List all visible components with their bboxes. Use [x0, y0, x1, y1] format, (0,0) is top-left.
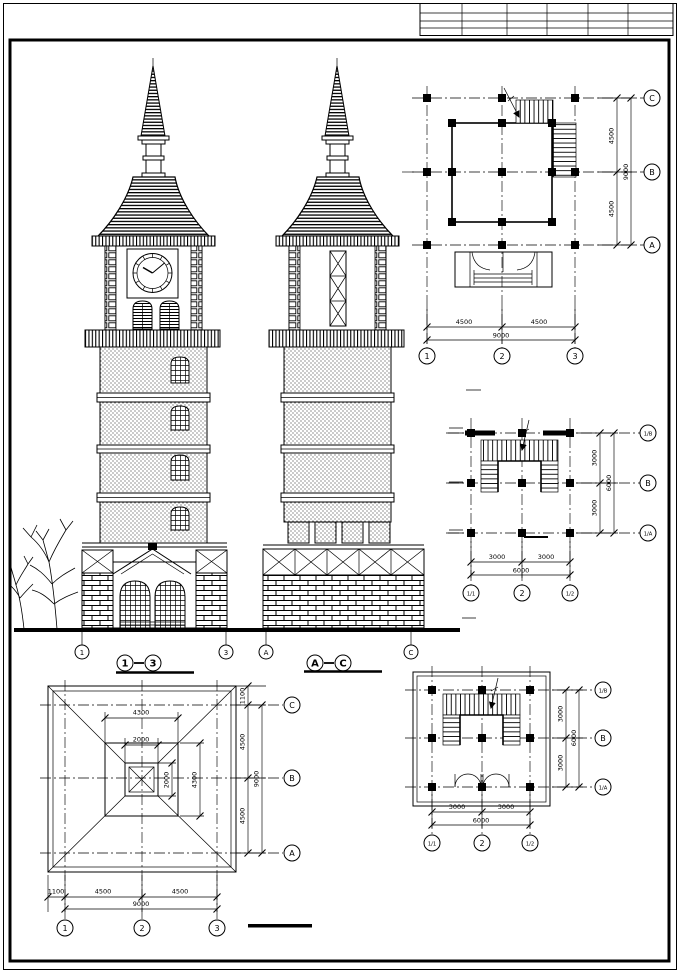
dim-text: 3000: [590, 499, 599, 517]
axis-label: 2: [139, 924, 145, 933]
dim-text: 3000: [537, 553, 555, 561]
dim-text: 3000: [556, 754, 565, 772]
axis-label: A: [649, 241, 655, 250]
dim-text: 1100: [238, 687, 247, 705]
title-underline: [248, 924, 312, 928]
dim-text: 4500: [607, 127, 616, 145]
brick-base: [263, 575, 424, 628]
dims-right: [598, 98, 635, 245]
spire: [141, 66, 165, 136]
axis-label: B: [600, 734, 606, 743]
roof-plan: [40, 680, 300, 936]
dims-bottom: [427, 306, 575, 344]
dim-text: 9000: [252, 770, 261, 788]
dim-text: 9000: [132, 900, 150, 908]
dims-bottom: [471, 541, 570, 578]
caption-to: C: [339, 658, 347, 670]
axis-label: 1/1: [466, 591, 476, 598]
pilaster: [288, 522, 309, 543]
dims-right: [236, 686, 266, 853]
clock-stage: [105, 246, 202, 330]
axis-label: C: [408, 649, 414, 657]
entrance-door-right: [155, 581, 185, 628]
axis-label: 1/B: [598, 688, 608, 695]
axis-label: 1: [62, 924, 68, 933]
dim-text: 4500: [171, 887, 189, 896]
axis-label: 1/A: [598, 785, 608, 792]
axis-label: 1: [424, 352, 430, 361]
axis-label: 2: [499, 352, 505, 361]
axis-label: 1/2: [565, 591, 575, 598]
dim-text: 4500: [238, 807, 247, 825]
dim-text: 4500: [94, 887, 112, 896]
front-elevation: [11, 58, 227, 629]
stair: [504, 88, 576, 177]
dim-text: 3000: [556, 705, 565, 723]
axis-label: C: [289, 701, 295, 710]
tower-shaft: [281, 347, 394, 543]
caption-from: A: [311, 658, 319, 670]
entrance-porch: [455, 252, 552, 287]
pilaster: [342, 522, 363, 543]
shaft-window-4: [171, 507, 189, 530]
axis-label: 2: [519, 589, 525, 598]
first-floor-plan: [402, 86, 660, 364]
dim-text: 4500: [530, 318, 548, 326]
shaft-window-1: [171, 357, 189, 383]
cornice-band: [269, 330, 404, 347]
columns: [423, 94, 579, 249]
caption-to: 3: [149, 658, 157, 670]
axis-label: 1/B: [643, 431, 653, 438]
dim-text: 4300: [190, 771, 199, 789]
middle-floor-plan: [446, 418, 656, 601]
brick-wall-left: [82, 573, 113, 628]
roof-eaves-band: [92, 236, 215, 246]
dim-text: 9000: [492, 331, 510, 340]
front-elevation-caption: [116, 655, 194, 673]
axis-label: 1/2: [525, 841, 535, 848]
shaft-window-3: [171, 455, 189, 480]
title-block-table: [420, 4, 673, 36]
axis-label: 1/A: [643, 531, 653, 538]
axis-label: 2: [479, 839, 485, 848]
base-pavilion: [82, 543, 227, 628]
dim-text: 6000: [605, 474, 613, 492]
shaft-window-2: [171, 406, 189, 430]
dim-text: 2000: [132, 735, 150, 744]
dim-text: 2000: [162, 771, 171, 789]
base-pavilion: [263, 545, 424, 628]
dims-bottom: [48, 875, 217, 912]
dim-text: 3000: [590, 449, 599, 467]
dim-text: 3000: [497, 803, 515, 811]
dim-text: 6000: [512, 566, 530, 575]
axis-label: 3: [214, 924, 220, 933]
brick-wall-right: [196, 573, 227, 628]
bell-roof: [98, 177, 209, 236]
dim-text: 1100: [47, 887, 65, 896]
dim-text: 6000: [472, 816, 490, 825]
pilaster: [369, 522, 390, 543]
ground-line: [14, 628, 460, 632]
axis-label: B: [645, 479, 651, 488]
level-marks: [449, 390, 481, 618]
axis-label: A: [263, 649, 269, 657]
axis-label: 3: [572, 352, 578, 361]
dim-text: 4500: [455, 318, 473, 326]
axis-label: 1: [79, 649, 85, 657]
side-elevation-caption: [304, 655, 382, 672]
axis-label: A: [289, 849, 295, 858]
axis-label: 1/1: [427, 841, 437, 848]
dim-text: 4500: [607, 200, 616, 218]
roof-eaves-band: [276, 236, 399, 246]
dim-text: 3000: [488, 553, 506, 561]
tree: [11, 519, 78, 629]
cornice-band: [85, 330, 220, 347]
axis-label: B: [289, 774, 295, 783]
dim-text: 4300: [132, 708, 150, 717]
spire: [325, 66, 349, 136]
quoin-left: [289, 246, 300, 330]
dim-text: 6000: [570, 729, 578, 747]
dim-text: 9000: [622, 163, 630, 181]
side-elevation: [263, 58, 424, 628]
bell-roof: [282, 177, 393, 236]
quoin-right: [375, 246, 386, 330]
axis-label: B: [649, 168, 655, 177]
dims-right: [576, 433, 618, 533]
quoin-right: [191, 246, 202, 330]
caption-from: 1: [121, 658, 129, 670]
entrance-door-left: [120, 581, 150, 628]
axis-label: 3: [223, 649, 229, 657]
dims-right: [552, 690, 583, 787]
spire-base-cross: [129, 767, 154, 792]
dim-text: 4500: [238, 733, 247, 751]
tower-shaft: [97, 347, 210, 543]
quoin-left: [105, 246, 116, 330]
dim-text: 3000: [448, 803, 466, 811]
pilaster: [315, 522, 336, 543]
dims-bottom: [432, 791, 530, 828]
wall-segment: [543, 431, 568, 436]
upper-floor-plan: [405, 666, 611, 851]
inner-dims: [105, 709, 204, 817]
axis-label: C: [649, 94, 655, 103]
